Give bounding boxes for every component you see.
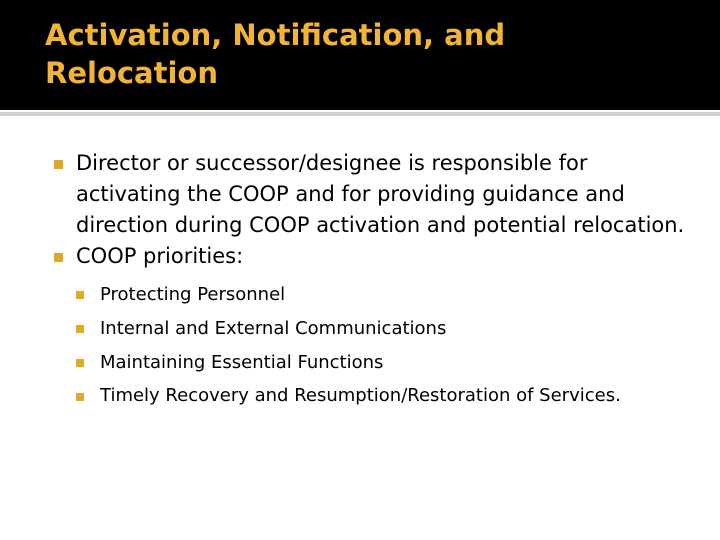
sub-bullet-text: Protecting Personnel xyxy=(100,284,286,305)
slide-title xyxy=(45,16,685,92)
square-bullet-icon xyxy=(54,160,63,169)
slide-title-line-2: Relocation xyxy=(45,56,218,90)
sub-bullet-item xyxy=(76,312,692,346)
bullet-text: COOP priorities: xyxy=(76,244,244,268)
sub-bullet-text: Timely Recovery and Resumption/Restoration of Services. xyxy=(100,385,621,406)
sub-bullet-text: Maintaining Essential Functions xyxy=(100,352,384,373)
sub-bullet-text: Internal and External Communications xyxy=(100,318,447,339)
square-bullet-icon xyxy=(54,253,63,262)
bullet-item-priorities xyxy=(52,241,692,411)
square-bullet-icon xyxy=(76,325,84,333)
bullet-text: Director or successor/designee is responsible for activating the COOP and for providing guidance and direction during COOP activation and potential relocation. xyxy=(76,151,685,237)
square-bullet-icon xyxy=(76,359,84,367)
square-bullet-icon xyxy=(76,291,84,299)
sub-bullet-list xyxy=(76,278,692,411)
sub-bullet-item xyxy=(76,380,692,411)
square-bullet-icon xyxy=(76,393,84,401)
bullet-item-responsibility xyxy=(52,148,692,241)
title-divider xyxy=(0,112,720,116)
bullet-list xyxy=(52,148,692,411)
sub-bullet-item xyxy=(76,278,692,312)
sub-bullet-item xyxy=(76,346,692,380)
slide-title-line-1: Activation, Notification, and xyxy=(45,18,506,52)
